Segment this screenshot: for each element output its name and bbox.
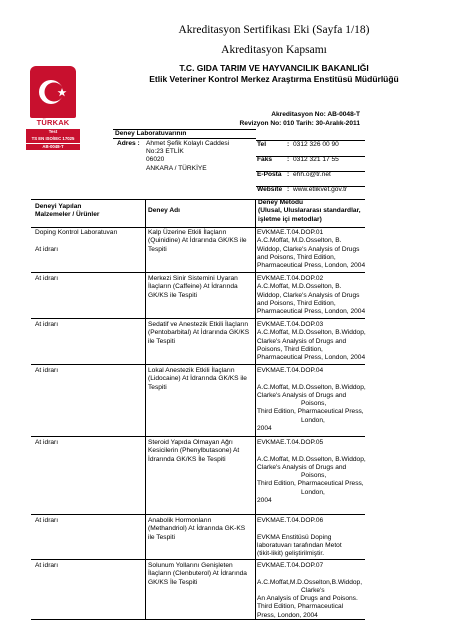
contact-value: 0312 321 17 55 (293, 156, 339, 163)
revision-info: Revizyon No: 010 Tarih: 30-Aralık-2011 (239, 120, 360, 127)
table-row-method: EVKMAE.T.04.DOP.03 A.C.Moffat, M.D.Osselton, B.Widdop, Clarke's Analysis of Drugs and Poisons, Third Edition, Pharmaceutical Press, London, 2004 (257, 321, 366, 362)
table-row-test: Solunum Yollarını Genişleten İlaçların (Clenbuterol) At İdrarında GK/KS İle Tespiti (148, 562, 247, 586)
logo-test-label (26, 129, 80, 143)
table-row-method: EVKMAE.T.04.DOP.04 A.C.Moffat, M.D.Osselton, B.Widdop, Clarke's Analysis of Drugs and Poisons, Third Edition, Pharmaceutical Press, London, 2004 (257, 367, 366, 433)
logo-test-line2: TS EN ISO/IEC 17025 (31, 135, 75, 141)
table-row-material: At idrarı (35, 321, 59, 328)
address-label: Adres : (117, 140, 140, 147)
contact-email: E-Posta : ehh.o@tr.net (257, 171, 331, 178)
table-row-test: Kalp Üzerine Etkili İlaçların (Quinidine) At İdrarında GK/KS ile Tespiti (148, 229, 247, 253)
table-row-test: Steroid Yapıda Olmayan Ağrı Kesicilerin (Phenylbutasone) At İdrarında GK/KS İle Tespiti (148, 439, 240, 463)
column-header-materials: Deneyi Yapılan Malzemeler / Ürünler (35, 203, 100, 219)
table-row-material: Doping Kontrol Laboratuvarı At idrarı (35, 229, 118, 253)
contact-label: Tel (257, 141, 267, 148)
contact-fax: Faks : 0312 321 17 55 (257, 156, 339, 163)
address-line: Ahmet Şefik Kolaylı Caddesi (146, 140, 230, 147)
accreditation-number: Akreditasyon No: AB-0048-T (271, 111, 360, 118)
table-row-test: Merkezi Sinir Sistemini Uyaran İlaçların (Caffeine) At İdrarında GK/KS ile Tespiti (148, 275, 238, 299)
table-row-material: At idrarı (35, 562, 59, 569)
table-row-method: EVKMAE.T.04.DOP.06 EVKMA Enstitüsü Doping laboratuvarı tarafından Metot (tikit-likit) geliştirilmiştir. (257, 517, 342, 558)
contact-label: E-Posta (257, 171, 282, 178)
table-row-method: EVKMAE.T.04.DOP.02 A.C.Moffat, M.D.Osselton, B. Widdop, Clarke's Analysis of Drugs and Poisons, Third Edition, Pharmaceutical Press, London, 2004 (257, 275, 366, 316)
lab-name: Deney Laboratuvarının (115, 130, 187, 137)
contact-value: 0312 326 00 90 (293, 141, 339, 148)
contact-label: Website (257, 186, 283, 193)
contact-label: Faks (257, 156, 273, 163)
page-subtitle: Akreditasyon Kapsamı (221, 44, 327, 56)
page-title: Akreditasyon Sertifikası Eki (Sayfa 1/18) (178, 24, 370, 36)
logo-test-line1: Test (48, 129, 58, 134)
table-row-test: Anabolik Hormonların (Methandriol) At İdrarında GK-KS ile Tespiti (148, 517, 246, 541)
institute-name: Etlik Veteriner Kontrol Merkez Araştırma Enstitüsü Müdürlüğü (149, 74, 399, 84)
ministry-name: T.C. GIDA TARIM VE HAYVANCILIK BAKANLIĞI (179, 63, 369, 73)
logo-code: AB-0048-T (26, 144, 80, 150)
table-row-method: EVKMAE.T.04.DOP.07 A.C.Moffat,M.D.Osselton,B.Widdop, Clarke's An Analysis of Drugs and Poisons. Third Edition, Pharmaceutical Press, London, 2004 (257, 562, 363, 619)
table-row-method: EVKMAE.T.04.DOP.01 A.C.Moffat, M.D.Osselton, B. Widdop, Clarke's Analysis of Drugs and Poisons, Third Edition, Pharmaceutical Press, London, 2004 (257, 229, 366, 270)
table-row-material: At idrarı (35, 275, 59, 282)
contact-value: www.etlikvet.gov.tr (293, 186, 348, 193)
table-row-test: Lokal Anestezik Etkili İlaçların (Lidocaine) At İdrarında GK/KS ile Tespiti (148, 367, 247, 391)
table-row-material: At idrarı (35, 517, 59, 524)
crescent-star-icon (30, 66, 76, 118)
address-line: No:23 ETLİK (146, 148, 184, 156)
address-block (146, 140, 229, 173)
table-row-material: At idrarı (35, 439, 59, 446)
column-header-method: Deney Metodu (Ulusal, Uluslararası standardlar, işletme içi metodlar) (258, 199, 361, 223)
contact-value: ehh.o@tr.net (293, 171, 331, 178)
column-header-test-name: Deney Adı (148, 207, 180, 214)
turkak-logo (26, 66, 80, 148)
table-row-material: At idrarı (35, 367, 59, 374)
logo-word: TÜRKAK (36, 118, 70, 127)
table-row-method: EVKMAE.T.04.DOP.05 A.C.Moffat, M.D.Osselton, B.Widdop, Clarke's Analysis of Drugs and Poisons, Third Edition, Pharmaceutical Press, London, 2004 (257, 439, 366, 505)
address-line: 06020 (146, 156, 165, 164)
contact-website: Website : www.etlikvet.gov.tr (257, 186, 348, 193)
table-row-test: Sedatif ve Anestezik Etkili İlaçların (Pentobarbital) At İdrarında GK/KS ile Tespiti (148, 321, 250, 345)
contact-tel: Tel : 0312 326 00 90 (257, 141, 339, 148)
address-line: ANKARA / TÜRKİYE (146, 164, 207, 172)
